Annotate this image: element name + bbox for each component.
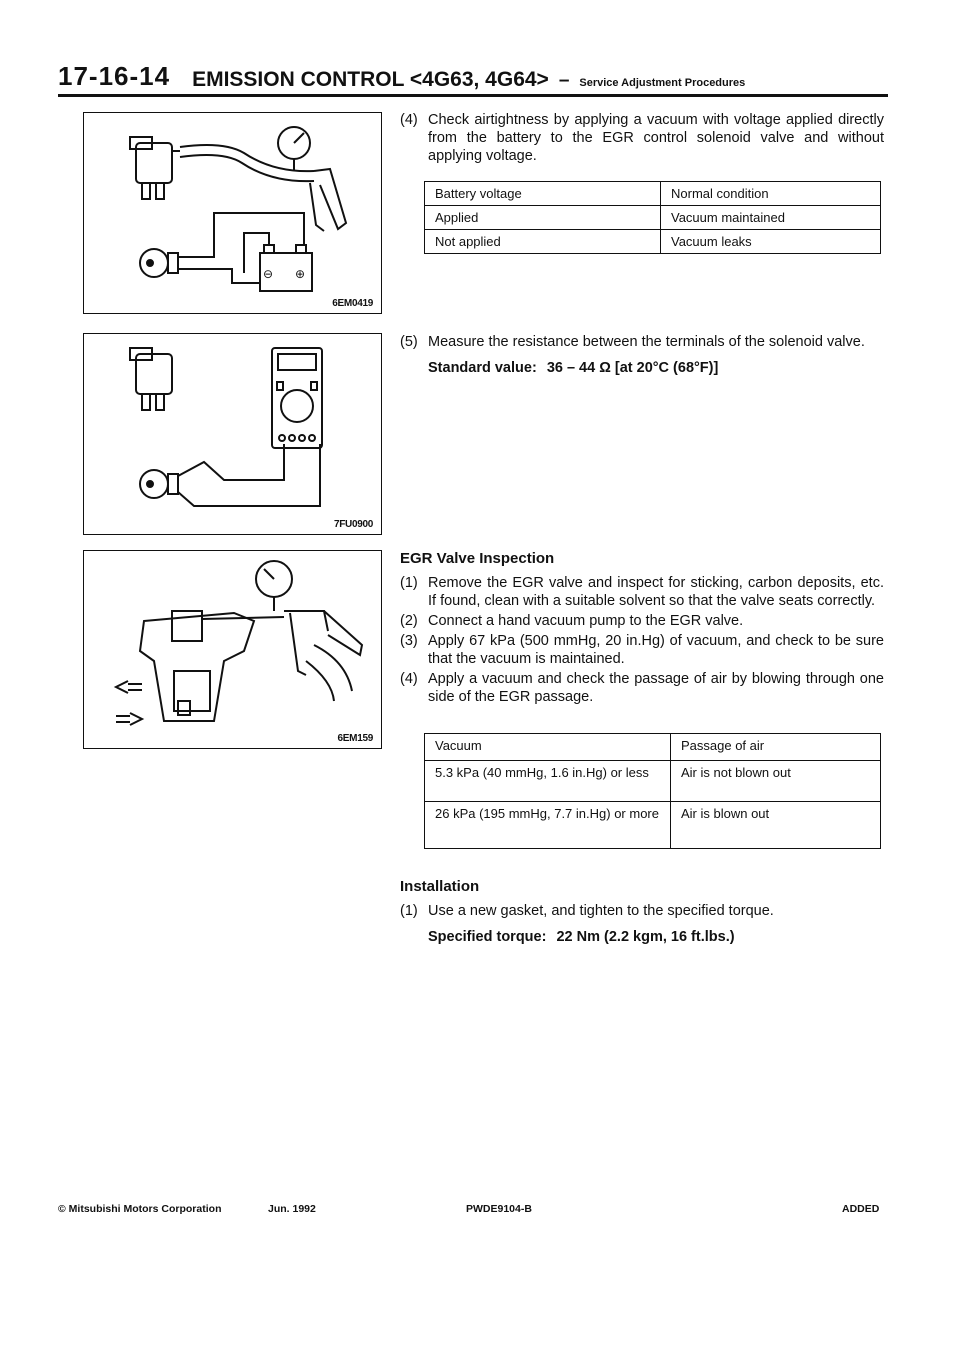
footer-copyright: © Mitsubishi Motors Corporation	[58, 1203, 222, 1215]
step-item	[400, 111, 884, 165]
table-header-cell: Normal condition	[661, 182, 881, 206]
footer-date: Jun. 1992	[268, 1203, 316, 1215]
footer-status: ADDED	[842, 1203, 880, 1215]
figure-code-2: 7FU0900	[333, 519, 373, 530]
battery-voltage-table	[424, 181, 881, 254]
step-number: (4)	[400, 112, 418, 128]
table-cell: 5.3 kPa (40 mmHg, 1.6 in.Hg) or less	[425, 761, 671, 802]
step-text: Remove the EGR valve and inspect for sticking, carbon deposits, etc. If found, clean with a suitable solvent so that the valve seats correctly.	[428, 575, 884, 609]
battery-positive-symbol: ⊕	[295, 267, 306, 281]
airtightness-check-block	[400, 111, 884, 167]
step-text: Use a new gasket, and tighten to the specified torque.	[428, 903, 774, 919]
battery-negative-symbol: ⊖	[263, 267, 274, 281]
specified-torque-label: Specified torque:	[428, 929, 547, 945]
egr-inspection-block	[400, 550, 884, 708]
step-item	[400, 612, 884, 630]
table-cell: Not applied	[425, 230, 661, 254]
page-number: 17-16-14	[58, 61, 171, 91]
step-item	[400, 574, 884, 610]
standard-value-value: 36 – 44 Ω [at 20°C (68°F)]	[546, 360, 719, 376]
section-title: EMISSION CONTROL <4G63, 4G64>	[192, 68, 549, 91]
step-item	[400, 632, 884, 668]
step-text: Apply 67 kPa (500 mmHg, 20 in.Hg) of vacuum, and check to be sure that the vacuum is maintained.	[428, 633, 884, 667]
step-item	[400, 902, 884, 920]
step-text: Apply a vacuum and check the passage of air by blowing through one side of the EGR passage.	[428, 671, 884, 705]
step-number: (1)	[400, 903, 418, 919]
table-cell: Air is blown out	[671, 802, 881, 849]
table-header-row	[425, 182, 881, 206]
step-number: (2)	[400, 613, 418, 629]
specified-torque	[428, 928, 884, 946]
subsection-title: Service Adjustment Procedures	[579, 77, 746, 89]
step-text: Connect a hand vacuum pump to the EGR valve.	[428, 613, 744, 629]
solenoid-multimeter-diagram	[84, 334, 381, 534]
table-cell: Vacuum leaks	[661, 230, 881, 254]
table-cell: 26 kPa (195 mmHg, 7.7 in.Hg) or more	[425, 802, 671, 849]
footer-doc-code: PWDE9104-B	[466, 1203, 532, 1215]
figure-egr-valve-vacuum	[83, 550, 382, 749]
step-text: Check airtightness by applying a vacuum with voltage applied directly from the battery to the EGR control solenoid valve and without applying voltage.	[428, 112, 884, 164]
table-row	[425, 206, 881, 230]
step-number: (4)	[400, 671, 418, 687]
installation-heading: Installation	[400, 878, 480, 895]
table-cell: Vacuum maintained	[661, 206, 881, 230]
table-cell: Applied	[425, 206, 661, 230]
table-row	[425, 761, 881, 802]
step-number: (3)	[400, 633, 418, 649]
egr-valve-diagram	[84, 551, 381, 748]
figure-solenoid-vacuum-battery	[83, 112, 382, 314]
figure-solenoid-multimeter	[83, 333, 382, 535]
header-dash: –	[558, 70, 570, 91]
solenoid-vacuum-diagram	[84, 113, 381, 313]
table-header-row	[425, 734, 881, 761]
table-header-cell: Vacuum	[425, 734, 671, 761]
specified-torque-value: 22 Nm (2.2 kgm, 16 ft.lbs.)	[556, 929, 735, 945]
table-cell: Air is not blown out	[671, 761, 881, 802]
egr-heading: EGR Valve Inspection	[400, 550, 555, 567]
table-header-cell: Passage of air	[671, 734, 881, 761]
table-row	[425, 802, 881, 849]
resistance-measure-block	[400, 333, 884, 377]
step-number: (5)	[400, 334, 418, 350]
step-item	[400, 670, 884, 706]
step-number: (1)	[400, 575, 418, 591]
step-text: Measure the resistance between the terminals of the solenoid valve.	[428, 334, 865, 350]
vacuum-passage-table	[424, 733, 881, 849]
step-item	[400, 333, 884, 351]
table-row	[425, 230, 881, 254]
installation-block	[400, 878, 884, 946]
figure-code-3: 6EM159	[337, 733, 373, 744]
page-header	[58, 58, 888, 97]
standard-value	[428, 359, 884, 377]
table-header-cell: Battery voltage	[425, 182, 661, 206]
standard-value-label: Standard value:	[428, 360, 537, 376]
figure-code-1: 6EM0419	[332, 298, 373, 309]
